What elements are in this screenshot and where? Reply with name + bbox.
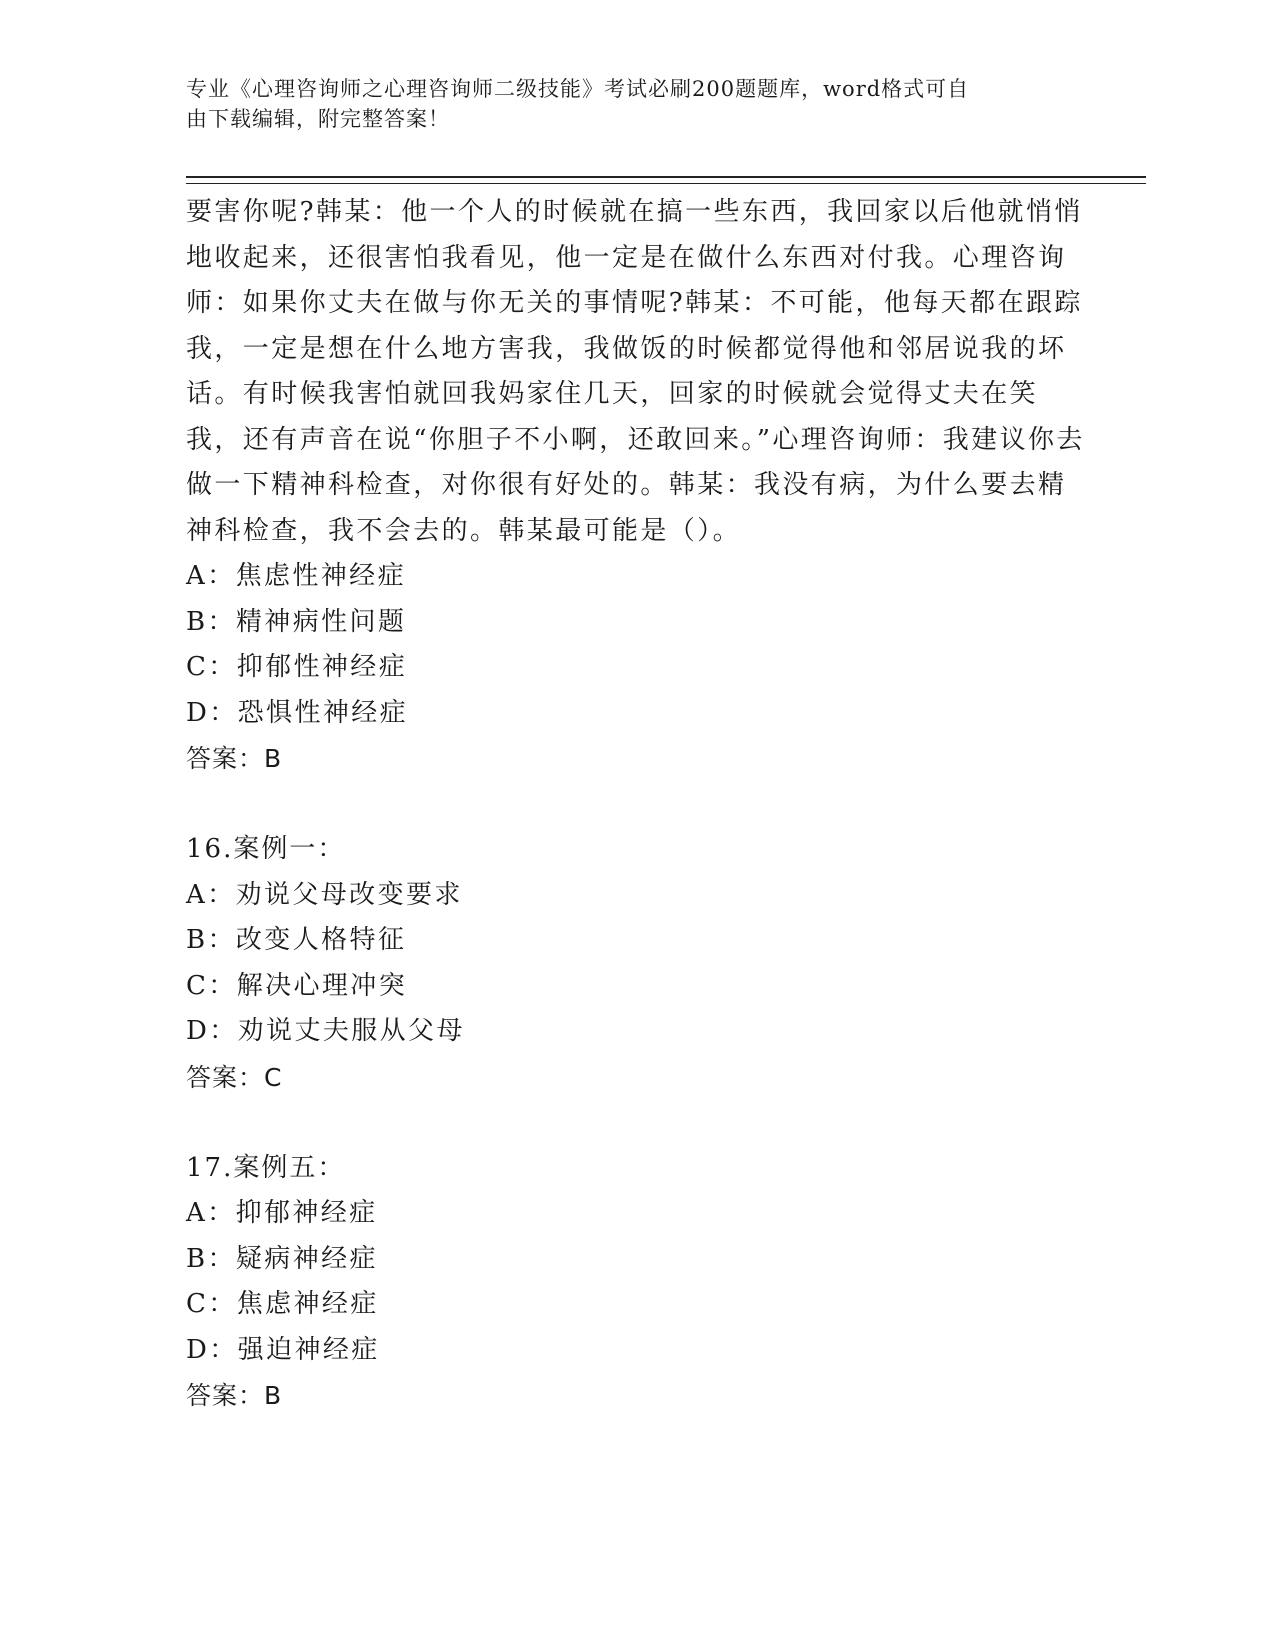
- option-b: B：疑病神经症: [186, 1243, 378, 1274]
- option-d: D：劝说丈夫服从父母: [186, 1016, 465, 1046]
- question-17: [186, 1146, 1086, 1419]
- answer: 答案：B: [186, 1381, 283, 1410]
- spacer: [186, 1100, 1086, 1146]
- option-a: A：劝说父母改变要求: [186, 879, 463, 910]
- option-d: D：恐惧性神经症: [186, 697, 409, 728]
- answer: 答案：B: [186, 744, 283, 773]
- page-header: [186, 74, 1086, 134]
- option-d: D：强迫神经症: [186, 1334, 380, 1365]
- question-15: [186, 190, 1086, 782]
- header-line-1: 专业《心理咨询师之心理咨询师二级技能》考试必刷200题题库，word格式可自: [186, 77, 970, 101]
- question-stem: 要害你呢?韩某：他一个人的时候就在搞一些东西，我回家以后他就悄悄地收起来，还很害怕我看见，他一定是在做什么东西对付我。心理咨询师：如果你丈夫在做与你无关的事情呢?韩某：不可能，他每天都在跟踪我，一定是想在什么地方害我，我做饭的时候都觉得他和邻居说我的坏话。有时候我害怕就回我妈家住几天，回家的时候就会觉得丈夫在笑我，还有声音在说“你胆子不小啊，还敢回来。”心理咨询师：我建议你去做一下精神科检查，对你很有好处的。韩某：我没有病，为什么要去精神科检查，我不会去的。韩某最可能是（）。: [186, 197, 1085, 546]
- option-a: A：抑郁神经症: [186, 1198, 378, 1228]
- option-c: C：焦虑神经症: [186, 1289, 379, 1319]
- header-rule-thin: [186, 183, 1146, 184]
- question-16: [186, 827, 1086, 1100]
- option-b: B：精神病性问题: [186, 606, 407, 637]
- answer: 答案：C: [186, 1062, 283, 1092]
- question-title: 16.案例一：: [186, 834, 346, 864]
- question-title: 17.案例五：: [186, 1152, 346, 1183]
- option-b: B：改变人格特征: [186, 925, 407, 955]
- header-line-2: 由下载编辑，附完整答案！: [186, 107, 450, 131]
- header-rule-thick: [186, 176, 1146, 178]
- document-body: [186, 190, 1086, 1419]
- option-c: C：抑郁性神经症: [186, 652, 408, 682]
- spacer: [186, 782, 1086, 828]
- option-c: C：解决心理冲突: [186, 970, 408, 1001]
- option-a: A：焦虑性神经症: [186, 561, 406, 591]
